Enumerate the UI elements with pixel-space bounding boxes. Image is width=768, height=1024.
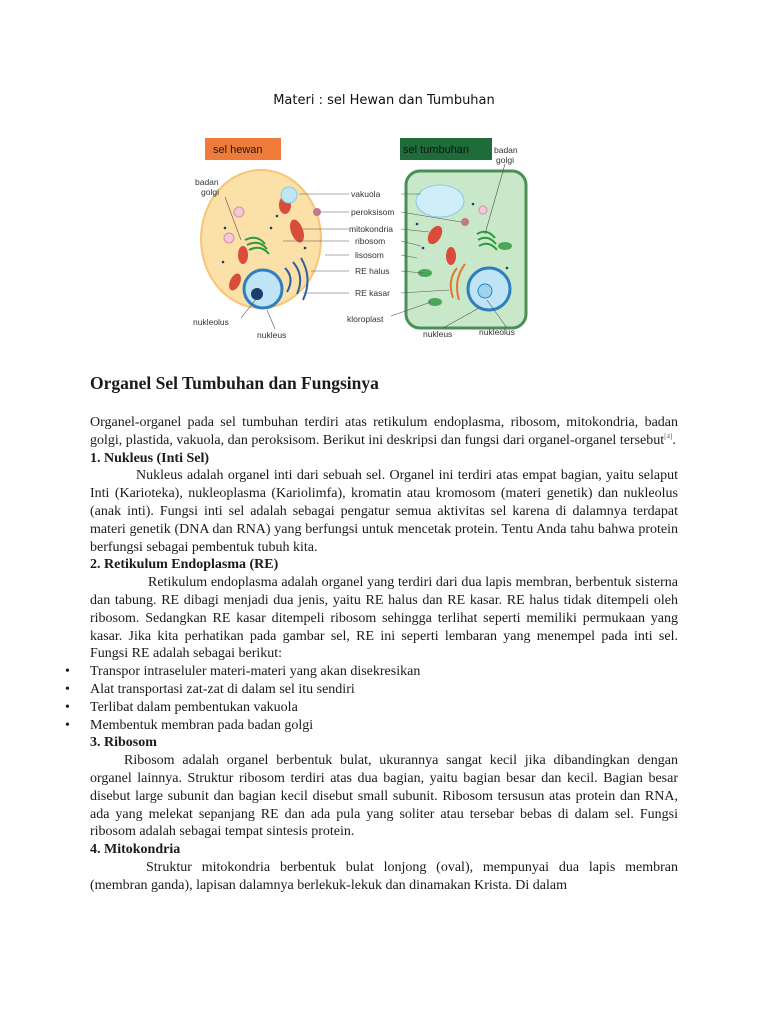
tag-plant: sel tumbuhan: [403, 144, 470, 156]
animal-lysosome-icon: [234, 207, 244, 217]
label-nukleolus-right: nukleolus: [479, 327, 515, 337]
animal-nucleus-icon: [244, 270, 282, 308]
label-nukleus-left: nukleus: [257, 330, 287, 340]
label-kloroplast: kloroplast: [347, 314, 384, 324]
section-3-body: Ribosom adalah organel berbentuk bulat, ukurannya sangat kecil jika dibandingkan dengan organel lainnya. Struktur ribosom terdiri atas dua bagian, yaitu bagian besar dan kecil. Bagian besar disebut large subunit dan bagian kecil disebut small subunit. Ribosom tersusun atas protein dan RNA, ada yang melekat sepanjang RE dan ada pula yang soliter atau tersebar bebas di dalam sel. Fungsi ribosom adalah sebagai tempat sintesis protein.: [90, 753, 678, 840]
section-4-title: 4. Mitokondria: [90, 842, 181, 858]
bullet-item: • Alat transportasi zat-zat di dalam sel itu sendiri: [90, 681, 678, 699]
plant-mitochondria-icon: [446, 247, 456, 265]
label-mitokondria: mitokondria: [349, 224, 393, 234]
animal-mitochondria-icon: [238, 246, 248, 264]
section-2-body: Retikulum endoplasma adalah organel yang terdiri dari dua lapis membran, berbentuk sisterna dan tabung. RE dibagi menjadi dua jenis, yaitu RE halus dan RE kasar. RE halus tidak ditempeli oleh ribosom. Sedangkan RE kasar ditempeli ribosom sehingga terlihat seperti memiliki permukaan yang kasar. Jika kita perhatikan pada gambar sel, RE ini seperti lembaran yang menempel pada inti sel. Fungsi RE adalah sebagai berikut:: [90, 575, 678, 662]
plant-nucleolus-icon: [478, 284, 492, 298]
plant-chloroplast-icon: [498, 242, 512, 250]
animal-vacuole-icon: [281, 187, 297, 203]
intro-paragraph: [90, 414, 678, 450]
tag-animal: sel hewan: [213, 144, 263, 156]
bullet-item: • Membentuk membran pada badan golgi: [90, 717, 678, 735]
section-4-body: Struktur mitokondria berbentuk bulat lonjong (oval), mempunyai dua lapis membran (membran ganda), lapisan dalamnya berlekuk-lekuk dan dinamakan Krista. Di dalam: [90, 859, 678, 893]
plant-vacuole-icon: [416, 185, 464, 217]
cell-diagram-svg: [185, 128, 535, 350]
label-badan-golgi-right-2: golgi: [496, 155, 514, 165]
intro-text: Organel-organel pada sel tumbuhan terdiri atas retikulum endoplasma, ribosom, mitokondria, badan golgi, plastida, vakuola, dan peroksisom. Berikut ini deskripsi dan fungsi dari organel-organel tersebut: [90, 415, 678, 448]
label-badan-golgi-right-1: badan: [494, 145, 518, 155]
label-nukleolus-left: nukleolus: [193, 317, 229, 327]
label-peroksisom: peroksisom: [351, 207, 395, 217]
label-lisosom: lisosom: [355, 250, 384, 260]
label-re-halus: RE halus: [355, 266, 390, 276]
section-1-body: Nukleus adalah organel inti dari sebuah sel. Organel ini terdiri atas empat bagian, yaitu selaput Inti (Karioteka), nukleoplasma (Kariolimfa), kromatin atau kromosom (materi genetik) dan nukleolus (anak inti). Fungsi inti sel adalah sebagai pengatur semua aktivitas sel karena di dalamnya terdapat materi genetik (DNA dan RNA) yang berfungsi untuk mencetak protein. Tentu Anda tahu bahwa protein berfungsi sebagai pembentuk tubuh kita.: [90, 468, 678, 555]
animal-peroxisome-icon: [313, 208, 321, 216]
animal-lysosome-icon: [224, 233, 234, 243]
section-2-title: 2. Retikulum Endoplasma (RE): [90, 557, 279, 573]
section-heading: Organel Sel Tumbuhan dan Fungsinya: [90, 373, 379, 393]
bullet-item: • Terlibat dalam pembentukan vakuola: [90, 699, 678, 717]
section-1-title: 1. Nukleus (Inti Sel): [90, 450, 210, 466]
label-ribosom: ribosom: [355, 236, 386, 246]
cell-diagram: [185, 128, 535, 350]
intro-reference[interactable]: [4]: [664, 432, 673, 441]
section-2-bullet-list: [90, 663, 678, 734]
section-3-title: 3. Ribosom: [90, 735, 157, 751]
page-title: Materi : sel Hewan dan Tumbuhan: [273, 93, 495, 108]
plant-peroxisome-icon: [461, 218, 469, 226]
intro-end: .: [672, 432, 676, 448]
label-badan-golgi-left-1: badan: [195, 177, 219, 187]
label-re-kasar: RE kasar: [355, 288, 390, 298]
document-body: [90, 372, 678, 895]
plant-lysosome-icon: [479, 206, 487, 214]
label-badan-golgi-left-2: golgi: [201, 187, 219, 197]
label-nukleus-right: nukleus: [423, 329, 453, 339]
label-vakuola: vakuola: [351, 189, 381, 199]
bullet-item: • Transpor intraseluler materi-materi yang akan disekresikan: [90, 663, 678, 681]
